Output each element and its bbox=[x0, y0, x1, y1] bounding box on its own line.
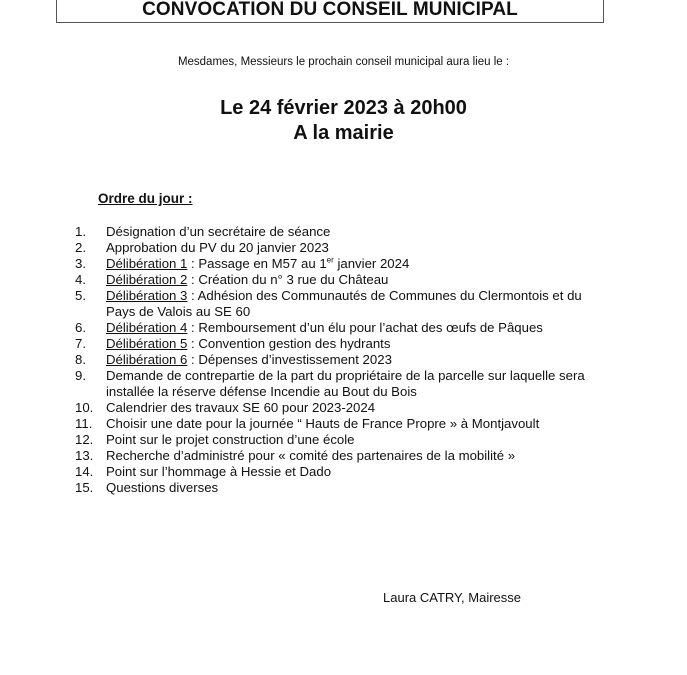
agenda-item bbox=[0, 224, 687, 240]
superscript: er bbox=[326, 255, 334, 265]
agenda-item-description: Désignation d’un secrétaire de séance bbox=[106, 224, 331, 239]
agenda-item-text bbox=[106, 288, 606, 320]
agenda-item-description: : Création du n° 3 rue du Château bbox=[187, 272, 389, 287]
agenda-item-number: 1. bbox=[75, 224, 86, 239]
deliberation-label: Délibération 3 bbox=[106, 288, 188, 303]
agenda-item-description: Demande de contrepartie de la part du propriétaire de la parcelle sur laquelle sera installée la réserve défense Incendie au Bout du Bois bbox=[106, 368, 585, 399]
agenda-item-text bbox=[106, 480, 606, 496]
agenda-item bbox=[0, 400, 687, 416]
agenda-item-description: Choisir une date pour la journée “ Hauts de France Propre » à Montjavoult bbox=[106, 416, 540, 431]
agenda-item-text bbox=[106, 432, 606, 448]
agenda-item bbox=[0, 336, 687, 352]
agenda-item-description: Recherche d’administré pour « comité des partenaires de la mobilité » bbox=[106, 448, 516, 463]
agenda-item-number: 6. bbox=[75, 320, 86, 335]
agenda-item-description: : Dépenses d’investissement 2023 bbox=[187, 352, 392, 367]
agenda-item-text bbox=[106, 400, 606, 416]
agenda-item-text bbox=[106, 320, 606, 336]
deliberation-label: Délibération 4 bbox=[106, 320, 188, 335]
agenda-item bbox=[0, 272, 687, 288]
deliberation-label: Délibération 2 bbox=[106, 272, 188, 287]
agenda-list bbox=[0, 224, 687, 496]
agenda-item-text bbox=[106, 448, 606, 464]
agenda-item-text bbox=[106, 224, 606, 240]
agenda-item-number: 2. bbox=[75, 240, 86, 255]
agenda-item-number: 5. bbox=[75, 288, 86, 303]
agenda-item-number: 7. bbox=[75, 336, 86, 351]
agenda-item-description-end: janvier 2024 bbox=[333, 256, 410, 271]
title-box bbox=[56, 0, 604, 23]
agenda-item-text bbox=[106, 256, 606, 272]
meeting-date: Le 24 février 2023 à 20h00 bbox=[220, 97, 467, 119]
agenda-item-text bbox=[106, 336, 606, 352]
agenda-item-number: 8. bbox=[75, 352, 86, 367]
agenda-item-text bbox=[106, 352, 606, 368]
agenda-item-number: 4. bbox=[75, 272, 86, 287]
agenda-item-description: : Convention gestion des hydrants bbox=[187, 336, 391, 351]
agenda-item-description: Point sur l’hommage à Hessie et Dado bbox=[106, 464, 332, 479]
agenda-item-text bbox=[106, 368, 606, 400]
agenda-heading: Ordre du jour : bbox=[98, 191, 193, 206]
agenda-item-description: Calendrier des travaux SE 60 pour 2023-2024 bbox=[106, 400, 376, 415]
agenda-item bbox=[0, 416, 687, 432]
agenda-item-text bbox=[106, 464, 606, 480]
deliberation-label: Délibération 5 bbox=[106, 336, 188, 351]
agenda-item bbox=[0, 464, 687, 480]
agenda-item-number: 14. bbox=[75, 464, 94, 479]
meeting-place: A la mairie bbox=[293, 122, 394, 144]
agenda-item-number: 10. bbox=[75, 400, 94, 415]
agenda-item-number: 13. bbox=[75, 448, 94, 463]
agenda-item-description: Questions diverses bbox=[106, 480, 219, 495]
agenda-item bbox=[0, 480, 687, 496]
agenda-item-number: 3. bbox=[75, 256, 86, 271]
agenda-item-text bbox=[106, 240, 606, 256]
agenda-item-number: 12. bbox=[75, 432, 94, 447]
agenda-item-description: Point sur le projet construction d’une école bbox=[106, 432, 355, 447]
deliberation-label: Délibération 1 bbox=[106, 256, 188, 271]
agenda-item bbox=[0, 432, 687, 448]
deliberation-label: Délibération 6 bbox=[106, 352, 188, 367]
agenda-item bbox=[0, 352, 687, 368]
agenda-item bbox=[0, 240, 687, 256]
agenda-item-description: : Remboursement d’un élu pour l’achat des œufs de Pâques bbox=[187, 320, 543, 335]
agenda-item-description: : Adhésion des Communautés de Communes du Clermontois et du Pays de Valois au SE 60 bbox=[106, 288, 582, 319]
agenda-item bbox=[0, 448, 687, 464]
agenda-item-number: 9. bbox=[75, 368, 86, 383]
signature: Laura CATRY, Mairesse bbox=[383, 590, 522, 605]
agenda-item-description: Approbation du PV du 20 janvier 2023 bbox=[106, 240, 329, 255]
agenda-item bbox=[0, 288, 687, 320]
agenda-item-number: 11. bbox=[75, 416, 93, 431]
agenda-item-text bbox=[106, 272, 606, 288]
agenda-item-text bbox=[106, 416, 606, 432]
agenda-item-description: : Passage en M57 au 1 bbox=[187, 256, 327, 271]
agenda-item bbox=[0, 368, 687, 400]
agenda-item-number: 15. bbox=[75, 480, 94, 495]
agenda-item bbox=[0, 320, 687, 336]
document-title: CONVOCATION DU CONSEIL MUNICIPAL bbox=[142, 0, 518, 20]
agenda-item bbox=[0, 256, 687, 272]
intro-text: Mesdames, Messieurs le prochain conseil municipal aura lieu le : bbox=[177, 56, 510, 68]
